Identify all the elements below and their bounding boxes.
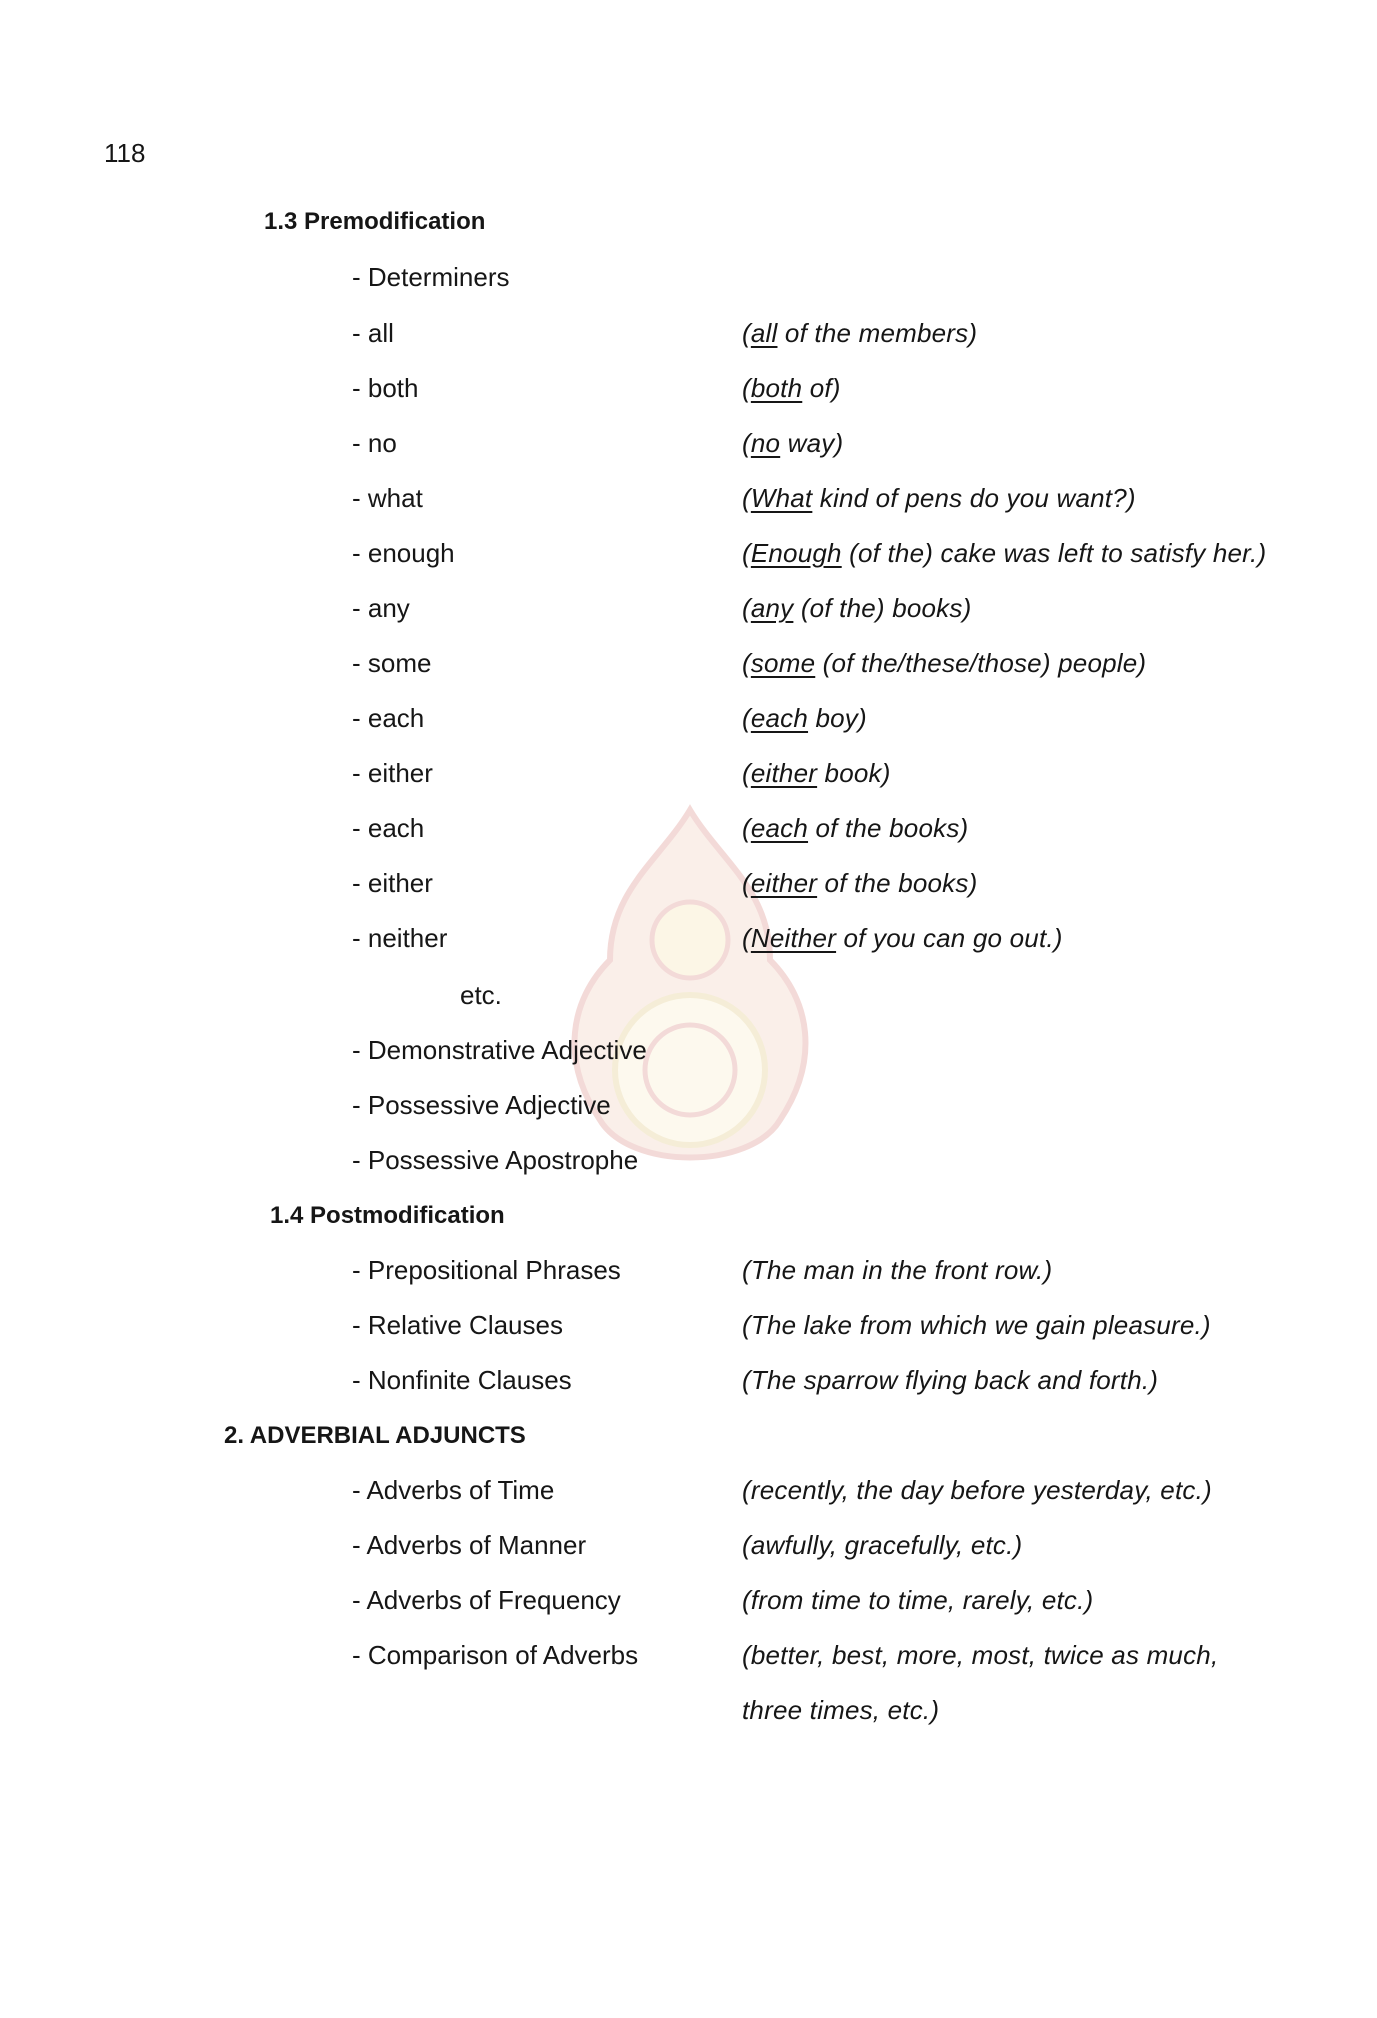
example-rest: book) — [817, 758, 891, 788]
determiner-row — [352, 813, 1292, 853]
adverb-example: (awfully, gracefully, etc.) — [742, 1530, 1023, 1560]
example-open-paren: ( — [742, 593, 751, 623]
watermark-seal — [540, 800, 840, 1200]
premod-term: - Demonstrative Adjective — [352, 1035, 647, 1065]
example-rest: way) — [780, 428, 844, 458]
example-underlined-word: Neither — [750, 923, 837, 953]
example-rest: boy) — [808, 703, 867, 733]
determiner-row — [352, 318, 1292, 358]
premod-term: - Possessive Apostrophe — [352, 1145, 639, 1175]
determiner-term: - some — [352, 648, 432, 678]
postmod-term: - Nonfinite Clauses — [352, 1365, 572, 1395]
example-rest: (of the) cake was left to satisfy her.) — [841, 538, 1267, 568]
determiner-row — [352, 923, 1292, 963]
example-underlined-word: some — [750, 648, 816, 678]
determiner-term: - no — [352, 428, 397, 458]
example-rest: of the books) — [808, 813, 969, 843]
example-rest: (of the) books) — [793, 593, 972, 623]
example-rest: of) — [802, 373, 841, 403]
example-underlined-word: each — [750, 703, 809, 733]
example-rest: of the members) — [777, 318, 978, 348]
determiner-example — [742, 373, 841, 404]
example-underlined-word: any — [750, 593, 794, 623]
postmod-term: - Prepositional Phrases — [352, 1255, 621, 1285]
adverb-item — [352, 1530, 1292, 1570]
adverb-example: (recently, the day before yesterday, etc.) — [742, 1475, 1212, 1505]
determiner-row — [352, 868, 1292, 908]
determiner-row — [352, 758, 1292, 798]
determiner-term: - what — [352, 483, 423, 513]
adverb-term: - Adverbs of Manner — [352, 1530, 587, 1560]
heading-adverbial-adjuncts: 2. ADVERBIAL ADJUNCTS — [224, 1422, 526, 1449]
example-open-paren: ( — [742, 483, 751, 513]
determiner-example — [742, 593, 971, 624]
determiner-row — [352, 648, 1292, 688]
heading-postmodification: 1.4 Postmodification — [270, 1202, 505, 1229]
premod-item — [352, 1145, 1292, 1185]
example-open-paren: ( — [742, 373, 751, 403]
determiner-term: - each — [352, 813, 425, 843]
determiner-row — [352, 593, 1292, 633]
example-underlined-word: each — [750, 813, 809, 843]
determiner-example — [742, 923, 1063, 954]
determiner-term: - both — [352, 373, 419, 403]
determiner-example — [742, 648, 1146, 679]
example-underlined-word: both — [750, 373, 803, 403]
example-underlined-word: all — [750, 318, 778, 348]
example-underlined-word: What — [750, 483, 813, 513]
determiner-example — [742, 868, 977, 899]
determiner-row — [352, 373, 1292, 413]
example-open-paren: ( — [742, 538, 751, 568]
determiner-term: - each — [352, 703, 425, 733]
adverb-example: (from time to time, rarely, etc.) — [742, 1585, 1094, 1615]
determiner-term: - enough — [352, 538, 455, 568]
example-underlined-word: either — [750, 868, 818, 898]
adverb-item — [352, 1640, 1292, 1680]
postmod-item — [352, 1310, 1292, 1350]
postmod-term: - Relative Clauses — [352, 1310, 563, 1340]
example-open-paren: ( — [742, 703, 751, 733]
determiner-example — [742, 428, 843, 459]
example-open-paren: ( — [742, 318, 751, 348]
determiner-row — [352, 703, 1292, 743]
heading-premodification: 1.3 Premodification — [264, 208, 486, 235]
example-open-paren: ( — [742, 648, 751, 678]
determiner-example — [742, 483, 1136, 514]
adverb-term: - Adverbs of Time — [352, 1475, 555, 1505]
etc-label: etc. — [460, 980, 502, 1010]
premod-term: - Possessive Adjective — [352, 1090, 611, 1120]
example-open-paren: ( — [742, 868, 751, 898]
determiner-row — [352, 538, 1292, 578]
example-rest: (of the/these/those) people) — [815, 648, 1147, 678]
determiner-term: - neither — [352, 923, 448, 953]
adverb-term: - Comparison of Adverbs — [352, 1640, 639, 1670]
determiner-example — [742, 703, 867, 734]
example-underlined-word: no — [750, 428, 781, 458]
adverb-example-continuation: three times, etc.) — [742, 1695, 940, 1725]
determiner-example — [742, 813, 968, 844]
determiners-label-row — [352, 262, 1292, 302]
example-open-paren: ( — [742, 428, 751, 458]
example-open-paren: ( — [742, 758, 751, 788]
example-underlined-word: either — [750, 758, 818, 788]
determiners-label: - Determiners — [352, 262, 510, 292]
postmod-item — [352, 1365, 1292, 1405]
postmod-example: (The lake from which we gain pleasure.) — [742, 1310, 1211, 1340]
page-number: 118 — [104, 138, 146, 168]
postmod-example: (The sparrow flying back and forth.) — [742, 1365, 1159, 1395]
adverb-item — [352, 1585, 1292, 1625]
example-rest: of the books) — [817, 868, 978, 898]
adverb-term: - Adverbs of Frequency — [352, 1585, 621, 1615]
premod-item — [352, 1035, 1292, 1075]
determiner-row — [352, 483, 1292, 523]
determiner-term: - either — [352, 758, 433, 788]
example-underlined-word: Enough — [750, 538, 842, 568]
example-open-paren: ( — [742, 923, 751, 953]
postmod-item — [352, 1255, 1292, 1295]
determiner-example — [742, 758, 891, 789]
example-rest: kind of pens do you want?) — [812, 483, 1136, 513]
adverb-example: (better, best, more, most, twice as much, — [742, 1640, 1219, 1670]
determiner-example — [742, 318, 977, 349]
determiner-term: - either — [352, 868, 433, 898]
determiner-example — [742, 538, 1266, 569]
adverb-continuation-row — [352, 1695, 1292, 1735]
postmod-example: (The man in the front row.) — [742, 1255, 1053, 1285]
premod-item — [352, 1090, 1292, 1130]
adverb-item — [352, 1475, 1292, 1515]
example-rest: of you can go out.) — [836, 923, 1063, 953]
example-open-paren: ( — [742, 813, 751, 843]
determiner-term: - all — [352, 318, 394, 348]
determiner-term: - any — [352, 593, 410, 623]
determiner-row — [352, 428, 1292, 468]
